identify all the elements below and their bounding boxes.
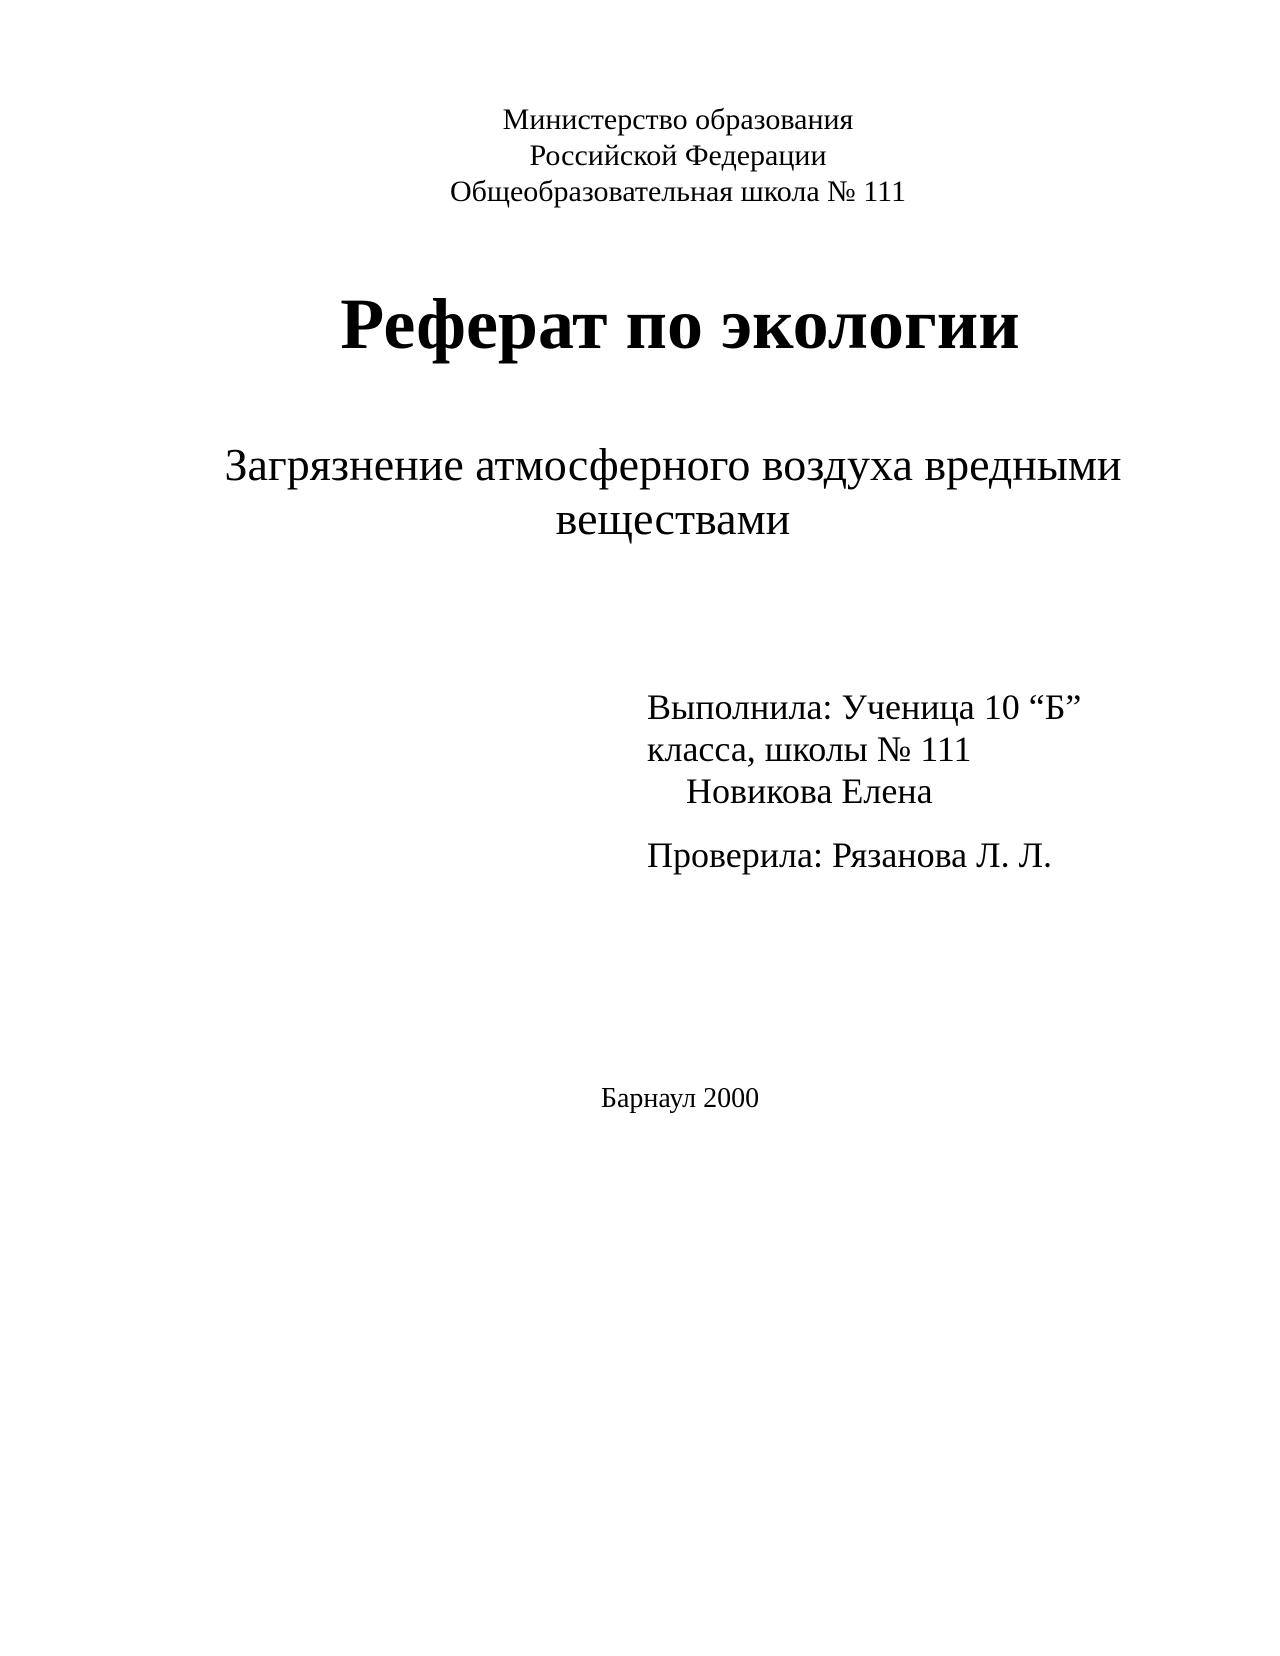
subtitle-line-2: веществами — [555, 493, 791, 544]
document-title: Реферат по экологии — [340, 284, 1020, 364]
author-line-2: класса, школы № 111 — [647, 729, 972, 769]
school-line: Общеобразовательная школа № 111 — [449, 175, 907, 208]
subtitle-line-1: Загрязнение атмосферного воздуха вредными — [224, 439, 1122, 490]
author-line-1: Выполнила: Ученица 10 “Б” — [647, 687, 1082, 727]
document-subtitle — [150, 438, 1196, 546]
author-info — [647, 686, 1207, 812]
reviewer-info: Проверила: Рязанова Л. Л. — [647, 835, 1052, 875]
city-year: Барнаул 2000 — [600, 1083, 760, 1114]
author-name: Новикова Елена — [686, 771, 933, 811]
ministry-header — [0, 102, 1280, 210]
federation-line: Российской Федерации — [529, 139, 827, 172]
ministry-line: Министерство образования — [502, 103, 854, 136]
